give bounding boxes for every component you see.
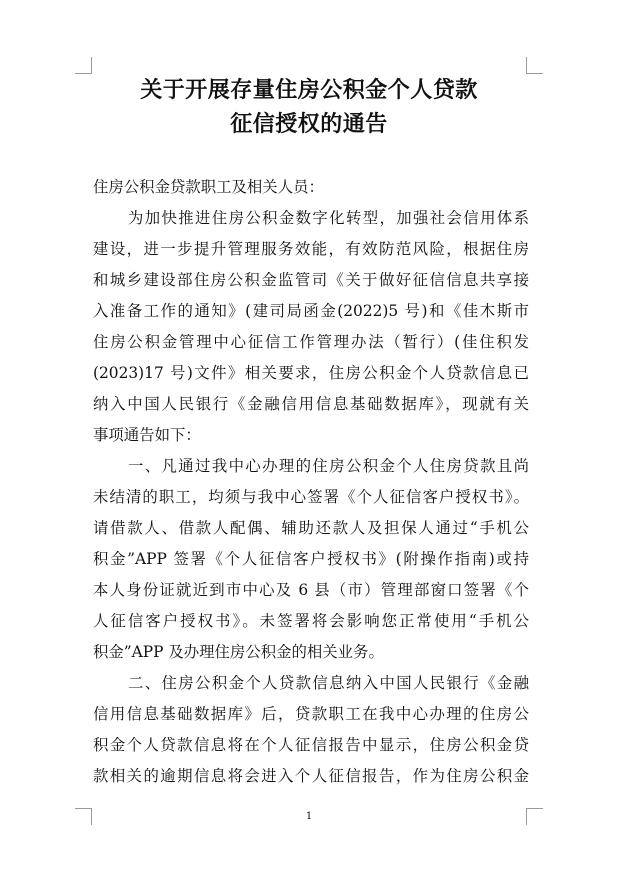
paragraph-3-line: 积金个人贷款信息将在个人征信报告中显示，住房公积金贷 [93,736,529,754]
paragraph-1-line: 入准备工作的通知》(建司局函金(2022)5 号)和《佳木斯市 [93,302,529,320]
paragraph-1-line: 建设，进一步提升管理服务效能，有效防范风险，根据住房 [93,240,529,258]
document-title-line-1: 关于开展存量住房公积金个人贷款 [140,78,478,103]
page-number: 1 [305,811,313,822]
paragraph-2-line: 积金”APP 及办理住房公积金的相关业务。 [93,643,384,661]
paragraph-1-line: 和城乡建设部住房公积金监管司《关于做好征信信息共享接 [93,271,529,289]
crop-mark-top-right [526,57,543,74]
paragraph-2-line: 一、凡通过我中心办理的住房公积金个人住房贷款且尚 [128,457,529,475]
paragraph-3-line: 款相关的逾期信息将会进入个人征信报告，作为住房公积金 [93,767,529,785]
paragraph-3-line: 信用信息基础数据库》后，贷款职工在我中心办理的住房公 [93,705,529,723]
crop-mark-top-left [75,57,92,74]
paragraph-2-line: 积金”APP 签署《个人征信客户授权书》(附操作指南)或持 [93,550,529,568]
paragraph-3-line: 二、住房公积金个人贷款信息纳入中国人民银行《金融 [128,674,529,692]
paragraph-1-line: 为加快推进住房公积金数字化转型，加强社会信用体系 [128,209,529,227]
paragraph-1-line: 纳入中国人民银行《金融信用信息基础数据库》，现就有关 [93,395,529,413]
paragraph-1-line: (2023)17 号)文件》相关要求，住房公积金个人贷款信息已 [93,364,529,382]
paragraph-1-line: 事项通告如下： [93,426,201,444]
paragraph-1-line: 住房公积金管理中心征信工作管理办法（暂行）(佳住积发 [93,333,529,351]
paragraph-2-line: 本人身份证就近到市中心及 6 县（市）管理部窗口签署《个 [93,581,529,599]
document-title-line-2: 征信授权的通告 [230,112,388,137]
paragraph-2-line: 人征信客户授权书》。未签署将会影响您正常使用“手机公 [93,612,529,630]
salutation: 住房公积金贷款职工及相关人员： [93,178,324,196]
paragraph-2-line: 请借款人、借款人配偶、辅助还款人及担保人通过“手机公 [93,519,529,537]
paragraph-2-line: 未结清的职工，均须与我中心签署《个人征信客户授权书》。 [93,488,529,506]
